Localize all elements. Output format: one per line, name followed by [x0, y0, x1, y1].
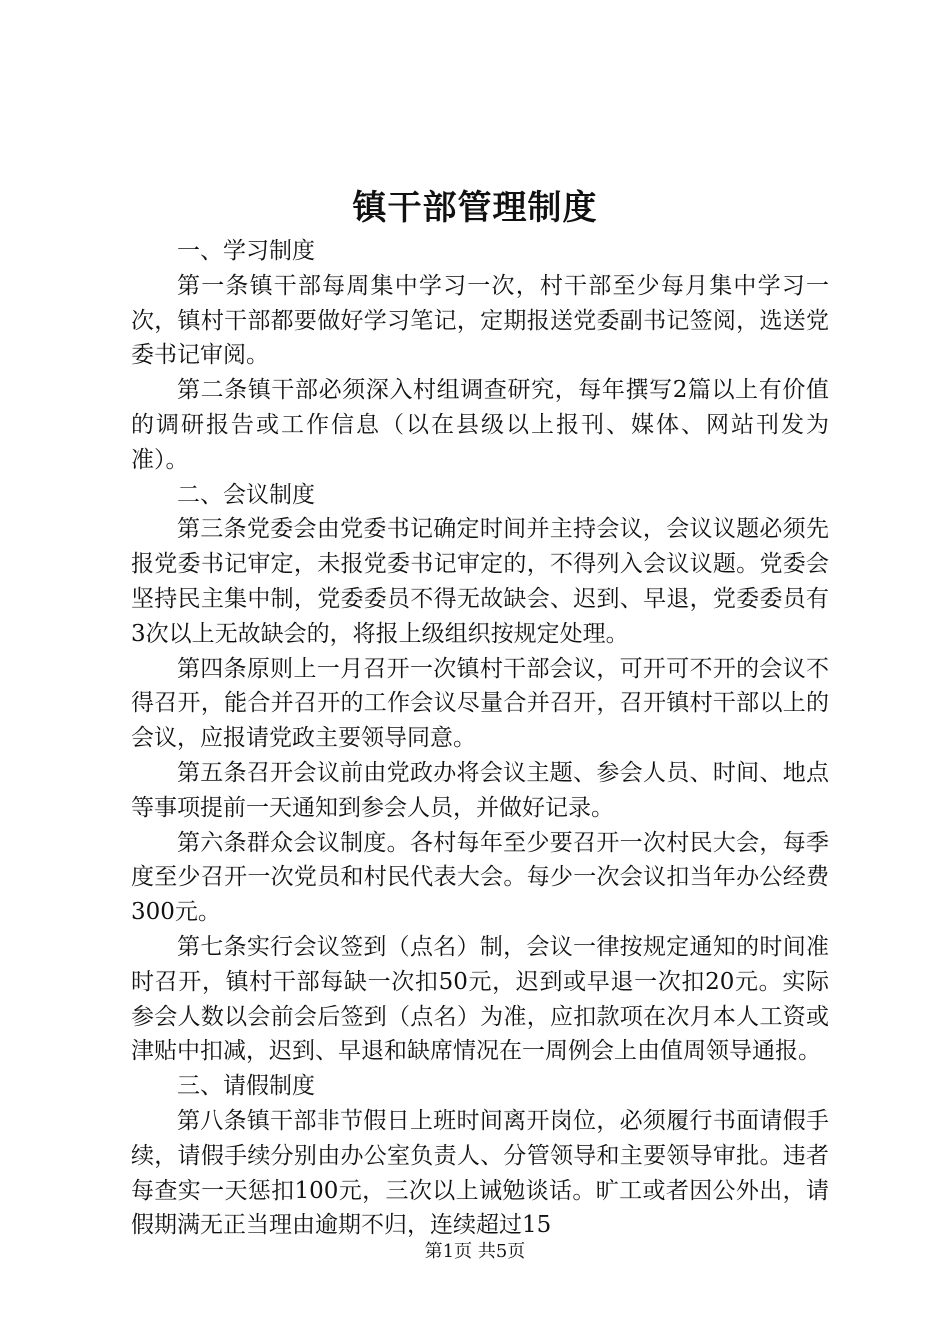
page-footer: 第1页 共5页: [424, 1241, 526, 1262]
section-heading-study: 一、学习制度: [177, 238, 315, 264]
article-5: 第五条召开会议前由党政办将会议主题、参会人员、时间、地点等事项提前一天通知到参会人员，并做好记录。: [131, 759, 829, 821]
document-body: [131, 234, 829, 1243]
article-2: 第二条镇干部必须深入村组调查研究，每年撰写2篇以上有价值的调研报告或工作信息（以在县级以上报刊、媒体、网站刊发为准）。: [131, 377, 829, 473]
article-1: 第一条镇干部每周集中学习一次，村干部至少每月集中学习一次，镇村干部都要做好学习笔记，定期报送党委副书记签阅，选送党委书记审阅。: [131, 272, 829, 369]
article-7: 第七条实行会议签到（点名）制，会议一律按规定通知的时间准时召开，镇村干部每缺一次扣50元，迟到或早退一次扣20元。实际参会人数以会前会后签到（点名）为准，应扣款项在次月本人工资或津贴中扣减，迟到、早退和缺席情况在一周例会上由值周领导通报。: [131, 933, 829, 1065]
article-6: 第六条群众会议制度。各村每年至少要召开一次村民大会，每季度至少召开一次党员和村民代表大会。每少一次会议扣当年办公经费300元。: [131, 829, 829, 926]
document-title: 镇干部管理制度: [352, 188, 598, 228]
section-heading-leave: 三、请假制度: [177, 1073, 315, 1100]
article-8: 第八条镇干部非节假日上班时间离开岗位，必须履行书面请假手续，请假手续分别由办公室负责人、分管领导和主要领导审批。违者每查实一天惩扣100元，三次以上诫勉谈话。旷工或者因公外出，请假期满无正当理由逾期不归，连续超过15: [131, 1107, 829, 1239]
section-heading-meeting: 二、会议制度: [177, 481, 315, 508]
article-4: 第四条原则上一月召开一次镇村干部会议，可开可不开的会议不得召开，能合并召开的工作会议尽量合并召开，召开镇村干部以上的会议，应报请党政主要领导同意。: [131, 655, 829, 752]
article-3: 第三条党委会由党委书记确定时间并主持会议，会议议题必须先报党委书记审定，未报党委书记审定的，不得列入会议议题。党委会坚持民主集中制，党委委员不得无故缺会、迟到、早退，党委委员有3次以上无故缺会的，将报上级组织按规定处理。: [131, 516, 829, 647]
